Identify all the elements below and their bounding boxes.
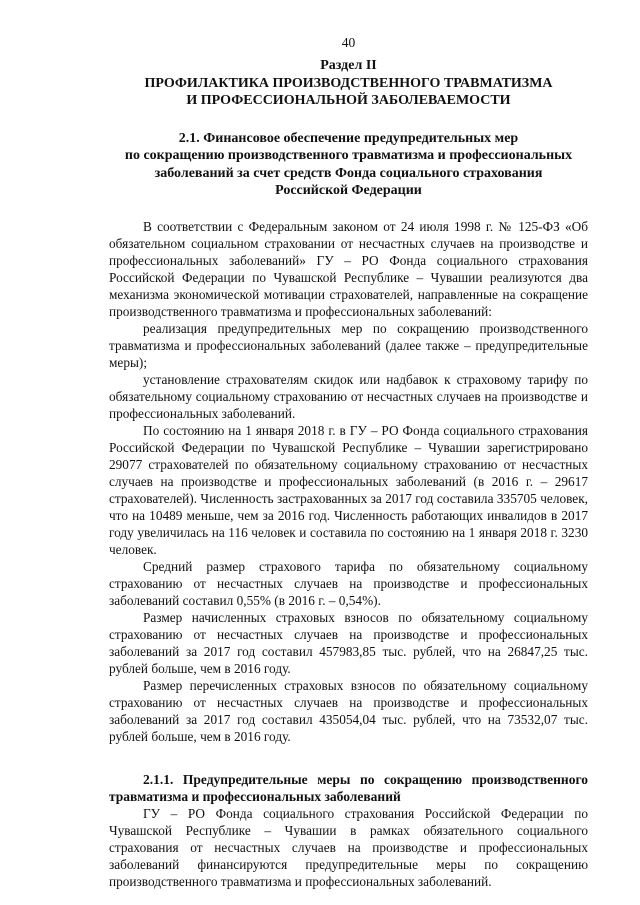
paragraph-discounts: установление страхователям скидок или надбавок к страховому тарифу по обязательному социальному страхованию от несчастных случаев на производстве и профессиональных заболеваний. bbox=[109, 371, 588, 421]
subsection-title-line: заболеваний за счет средств Фонда социального страхования bbox=[154, 165, 543, 181]
paragraph-average-tariff: Средний размер страхового тарифа по обязательному социальному страхованию от несчастных случаев на производстве и профессиональных заболеваний составил 0,55% (в 2016 г. – 0,54%). bbox=[109, 558, 588, 608]
paragraph-transferred-contributions: Размер перечисленных страховых взносов по обязательному социальному страхованию от несчастных случаев на производстве и профессиональных заболеваний за 2017 год составил 435054,04 тыс. рублей, что на 73532,07 тыс. рублей больше, чем в 2016 году. bbox=[109, 677, 588, 744]
paragraph-insurers-count: По состоянию на 1 января 2018 г. в ГУ – РО Фонда социального страхования Российской Федерации по Чувашской Республике – Чувашии зарегистрировано 29077 страхователей по обязательному социальному страхованию от несчастных случаев на производстве и профессиональных заболеваний (в 2016 г. – 29617 страхователей). Численность застрахованных за 2017 год составила 335705 человек, что на 10489 меньше, чем за 2016 год. Численность работающих инвалидов в 2017 году увеличилась на 116 человек и составила по состоянию на 1 января 2018 г. 3230 человек. bbox=[109, 422, 588, 557]
page-number: 40 bbox=[341, 35, 356, 50]
section-title-line: ПРОФИЛАКТИКА ПРОИЗВОДСТВЕННОГО ТРАВМАТИЗМА bbox=[144, 75, 553, 91]
subsection-title-line: по сокращению производственного травматизма и профессиональных bbox=[124, 148, 573, 163]
paragraph-accrued-contributions: Размер начисленных страховых взносов по обязательному социальному страхованию от несчастных случаев на производстве и профессиональных заболеваний за 2017 год составил 457983,85 тыс. рублей, что на 26847,25 тыс. рублей больше, чем в 2016 году. bbox=[109, 609, 588, 676]
section-title-line: И ПРОФЕССИОНАЛЬНОЙ ЗАБОЛЕВАЕМОСТИ bbox=[186, 93, 511, 108]
subsection-title-line: Российской Федерации bbox=[275, 183, 422, 198]
paragraph-financing: ГУ – РО Фонда социального страхования Российской Федерации по Чувашской Республике – Чувашии в рамках обязательного социального страхования от несчастных случаев на производстве и профессиональных заболеваний финансируются предупредительные меры по сокращению производственного травматизма и профессиональных заболеваний. bbox=[109, 805, 588, 889]
subsection-title-line: 2.1. Финансовое обеспечение предупредительных мер bbox=[178, 130, 519, 146]
paragraph-legal-basis: В соответствии с Федеральным законом от 24 июля 1998 г. № 125-ФЗ «Об обязательном социальном страховании от несчастных случаев на производстве и профессиональных заболеваний» ГУ – РО Фонда социального страхования Российской Федерации по Чувашской Республике – Чувашии реализуются два механизма экономической мотивации страхователей, направленные на сокращение производственного травматизма и профессиональных заболеваний: bbox=[109, 218, 588, 319]
section-title bbox=[109, 75, 588, 110]
subsection-title bbox=[109, 130, 588, 200]
section-label: Раздел II bbox=[320, 58, 377, 73]
paragraph-preventive-measures: реализация предупредительных мер по сокращению производственного травматизма и профессиональных заболеваний (далее также – предупредительные меры); bbox=[109, 320, 588, 370]
subsubsection-title: 2.1.1. Предупредительные меры по сокращению производственного травматизма и профессиональных заболеваний bbox=[109, 771, 588, 804]
